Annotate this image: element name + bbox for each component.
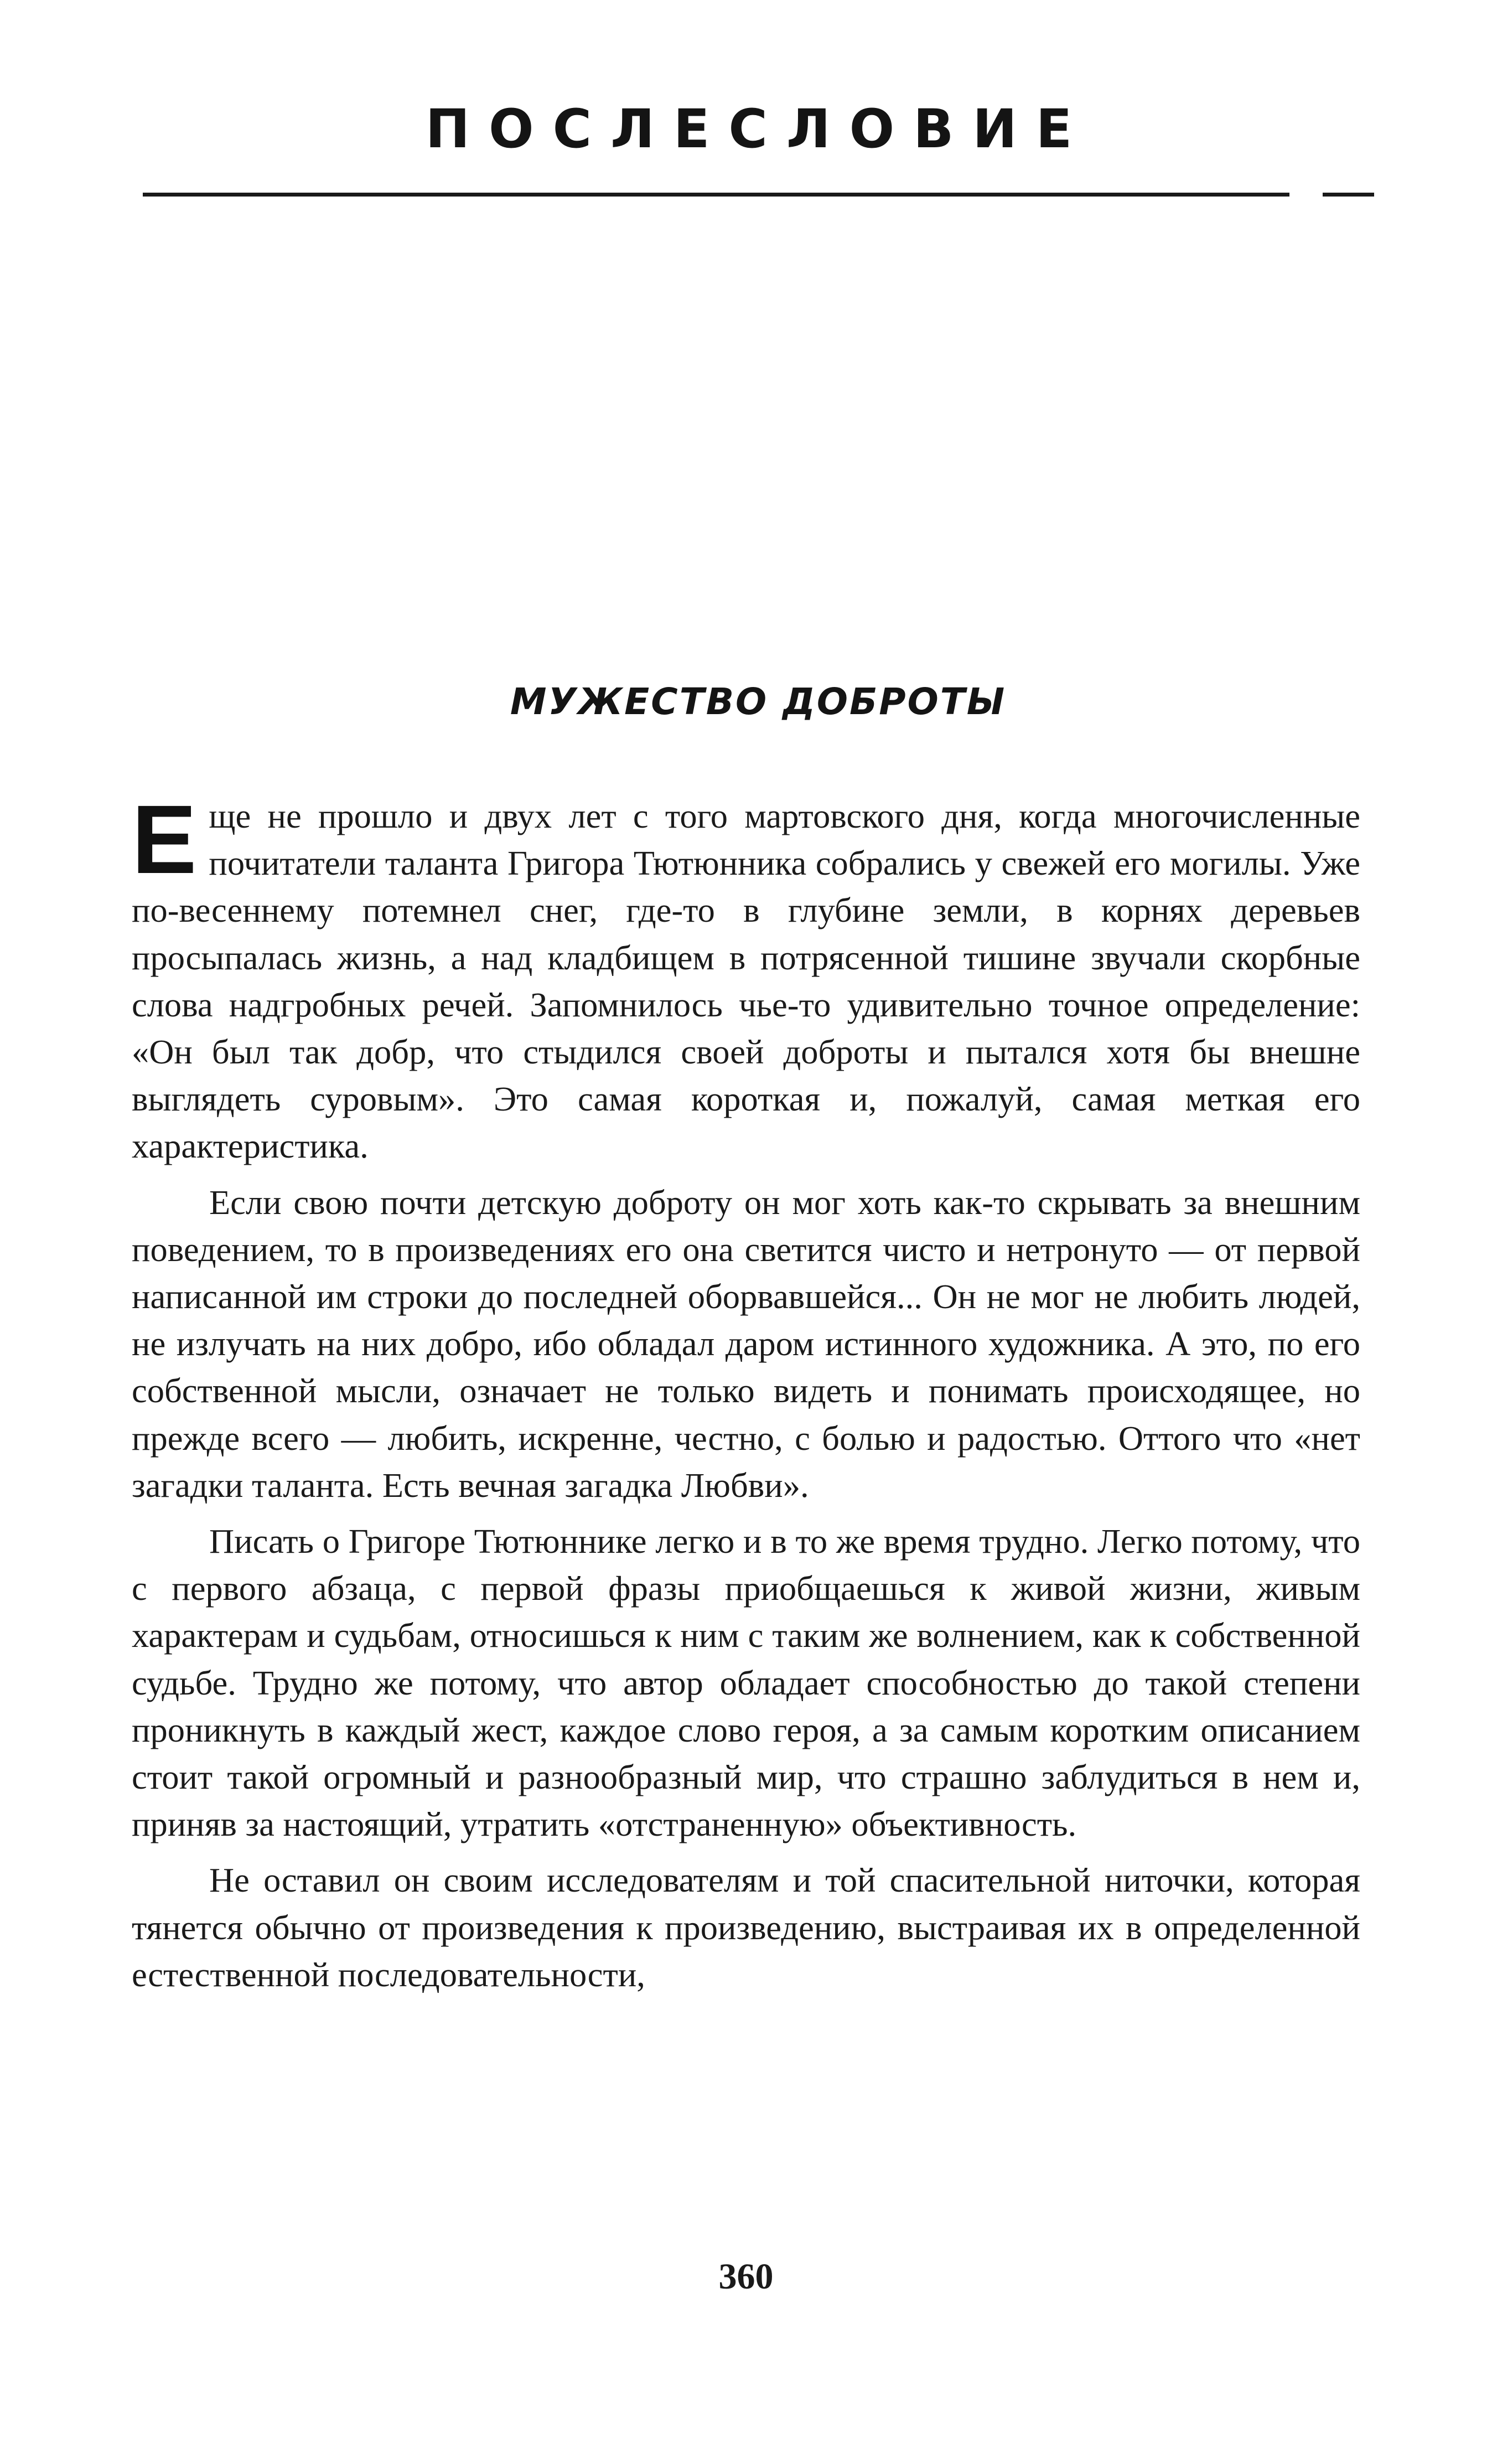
page-number: 360 — [718, 2256, 774, 2297]
essay-body — [132, 786, 1360, 2007]
title-divider-gap — [1289, 188, 1323, 202]
title-divider — [143, 193, 1374, 197]
section-title: ПОСЛЕСЛОВИЕ — [425, 98, 1091, 160]
essay-title: МУЖЕСТВО ДОБРОТЫ — [510, 680, 1007, 723]
drop-cap: Е — [132, 786, 197, 894]
paragraph-4: Не оставил он своим исследователям и той спасительной ниточки, которая тянется обычно от произведения к произведению, выстраивая их в определенной естественной последовательности, — [132, 1861, 1360, 1994]
paragraph-1 — [132, 786, 1360, 1170]
paragraph-1-text: ще не прошло и двух лет с того мартовского дня, когда многочисленные почитатели таланта Григора Тютюнника собрались у свежей его могилы. Уже по-весеннему потемнел снег, где-то в глубине земли, в корнях деревьев просыпалась жизнь, а над кладбищем в потрясенной тишине звучали скорбные слова надгробных речей. Запомнилось чье-то удивительно точное определение: «Он был так добр, что стыдился своей доброты и пытался хотя бы внешне выглядеть суровым». Это самая короткая и, пожалуй, самая меткая его характеристика. — [132, 797, 1360, 1166]
paragraph-2: Если свою почти детскую доброту он мог хоть как-то скрывать за внешним поведением, то в произведениях его она светится чисто и нетронуто — от первой написанной им строки до последней оборвавшейся... Он не мог не любить людей, не излучать на них добро, ибо обладал даром истинного художника. А это, по его собственной мысли, означает не только видеть и понимать происходящее, но прежде всего — любить, искренне, честно, с болью и радостью. Оттого что «нет загадки таланта. Есть вечная загадка Любви». — [132, 1182, 1360, 1505]
paragraph-3: Писать о Григоре Тютюннике легко и в то же время трудно. Легко потому, что с первого абзаца, с первой фразы приобщаешься к живой жизни, живым характерам и судьбам, относишься к ним с таким же волнением, как к собственной судьбе. Трудно же потому, что автор обладает способностью до такой степени проникнуть в каждый жест, каждое слово героя, а за самым коротким описанием стоит такой огромный и разнообразный мир, что страшно заблудиться в нем и, приняв за настоящий, утратить «отстраненную» объективность. — [132, 1522, 1360, 1844]
